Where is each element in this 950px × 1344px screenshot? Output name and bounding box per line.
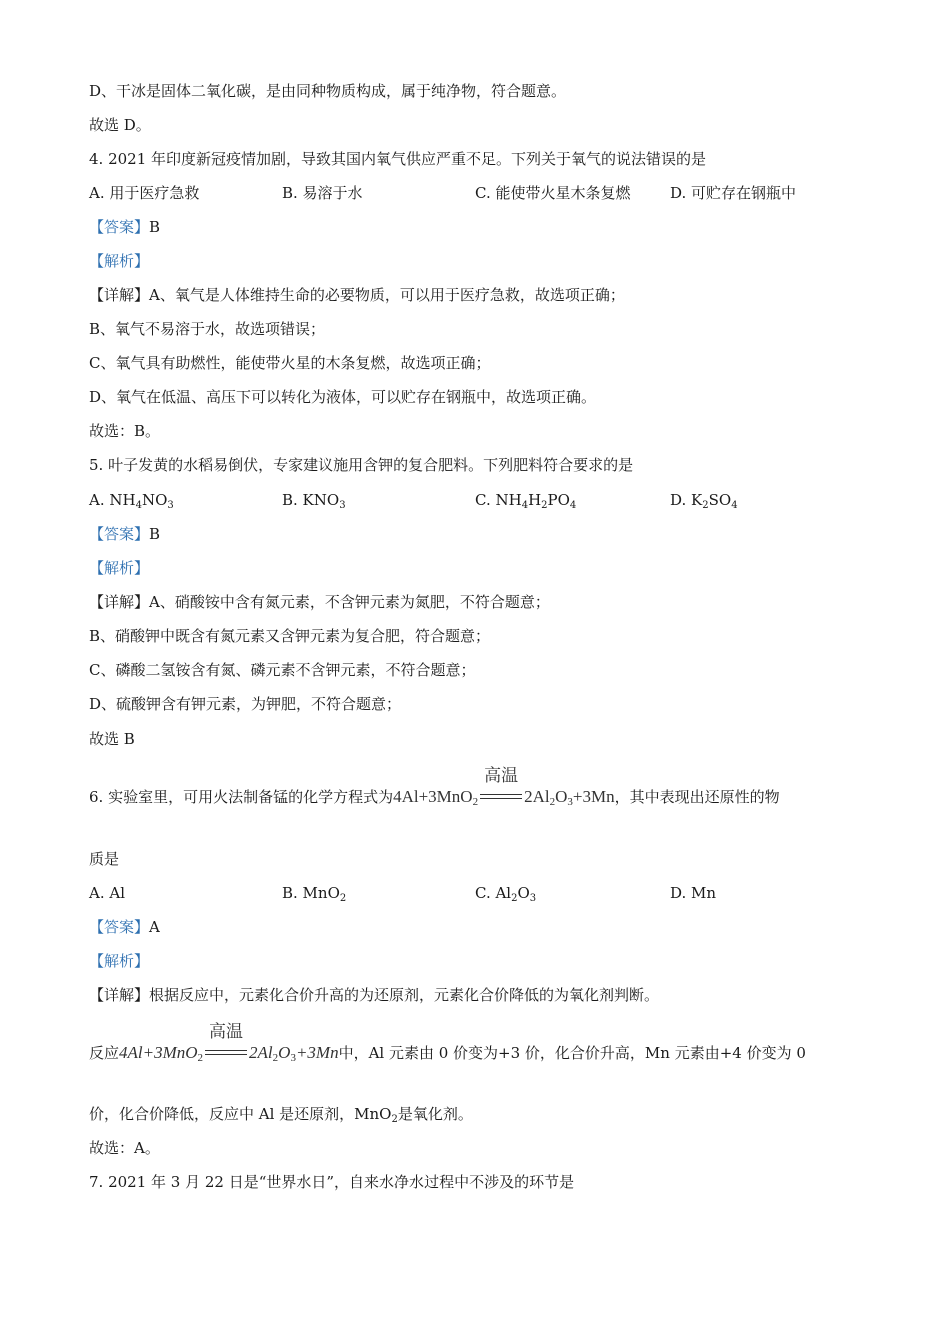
text-line: 【详解】A、氧气是人体维持生命的必要物质，可以用于医疗急救，故选项正确； [89, 286, 625, 304]
q6-detail-line-2: 价，化合价降低，反应中 Al 是还原剂，MnO$_2$是氧化剂。 [89, 1105, 473, 1125]
q6-detail-equation-line: 反应4Al+3MnO$_2$ 高温 $2Al_2O_3+3Mn$中，Al 元素由 0 价变为+3 价，化合价升高，Mn 元素由+4 价变为 0 [89, 1043, 806, 1068]
question-7-stem: 7. 2021 年 3 月 22 日是“世界水日”，自来水净水过程中不涉及的环节是 [89, 1173, 575, 1191]
chemical-equation: 4Al+3MnO$_2$ 高温 $2Al_2O_3+3Mn$ [393, 766, 615, 808]
q6-answer [89, 917, 160, 937]
chemical-equation-italic: 4Al+3MnO$_2$ 高温 $2Al_2O_3+3Mn$ [119, 1022, 339, 1064]
answer-value: A [149, 918, 160, 936]
text-line: 质是 [89, 850, 120, 868]
text-line: B、氧气不易溶于水，故选项错误； [89, 320, 326, 338]
q5-option-c: C. $NH_4H_2PO_4$ [475, 491, 577, 511]
text-line: 故选：B。 [89, 422, 161, 440]
q6-option-a: A. Al [89, 884, 125, 902]
q4-analysis [89, 251, 149, 271]
text-line: 故选：A。 [89, 1139, 160, 1157]
text-line: D、氧气在低温、高压下可以转化为液体，可以贮存在钢瓶中，故选项正确。 [89, 388, 597, 406]
q4-option-c: C. 能使带火星木条复燃 [475, 184, 631, 202]
text-line: C、氧气具有助燃性，能使带火星的木条复燃，故选项正确； [89, 354, 491, 372]
text-line: 【详解】A、硝酸铵中含有氮元素，不含钾元素为氮肥，不符合题意； [89, 593, 550, 611]
answer-value: B [149, 218, 161, 236]
q4-option-a: A. 用于医疗急救 [89, 184, 200, 202]
q5-option-b: B. $KNO_3$ [282, 491, 346, 511]
analysis-tag: 【解析】 [89, 559, 150, 577]
answer-tag: 【答案】 [89, 918, 150, 936]
q5-option-d: D. $K_2SO_4$ [670, 491, 738, 511]
answer-tag: 【答案】 [89, 218, 150, 236]
analysis-tag: 【解析】 [89, 952, 150, 970]
text-line: 故选 D。 [89, 116, 151, 134]
q6-option-c: C. $Al_2O_3$ [475, 884, 537, 904]
q6-analysis [89, 951, 149, 971]
analysis-tag: 【解析】 [89, 252, 150, 270]
q6-option-b: B. MnO$_2$ [282, 884, 347, 904]
text-line: C、磷酸二氢铵含有氮、磷元素不含钾元素，不符合题意； [89, 661, 476, 679]
question-5-stem: 5. 叶子发黄的水稻易倒伏，专家建议施用含钾的复合肥料。下列肥料符合要求的是 [89, 456, 634, 474]
q5-answer [89, 524, 160, 544]
text-line: B、硝酸钾中既含有氮元素又含钾元素为复合肥，符合题意； [89, 627, 491, 645]
text-line: 故选 B [89, 730, 135, 748]
q4-option-b: B. 易溶于水 [282, 184, 363, 202]
question-6-stem: 6. 实验室里，可用火法制备锰的化学方程式为4Al+3MnO$_2$ 高温 $2Al_2O_3+3Mn$，其中表现出还原性的物 [89, 787, 780, 812]
answer-value: B [149, 525, 161, 543]
text-line: D、硫酸钾含有钾元素，为钾肥，不符合题意； [89, 695, 402, 713]
q5-analysis [89, 558, 149, 578]
q4-option-d: D. 可贮存在钢瓶中 [670, 184, 797, 202]
q6-option-d: D. Mn [670, 884, 717, 902]
answer-tag: 【答案】 [89, 525, 150, 543]
text-line: 【详解】根据反应中，元素化合价升高的为还原剂，元素化合价降低的为氧化剂判断。 [89, 986, 660, 1004]
q4-answer [89, 217, 160, 237]
question-4-stem: 4. 2021 年印度新冠疫情加剧，导致其国内氧气供应严重不足。下列关于氧气的说法错误的是 [89, 150, 707, 168]
text-line: D、干冰是固体二氧化碳，是由同种物质构成，属于纯净物，符合题意。 [89, 82, 567, 100]
q5-option-a: A. $NH_4NO_3$ [89, 491, 174, 511]
